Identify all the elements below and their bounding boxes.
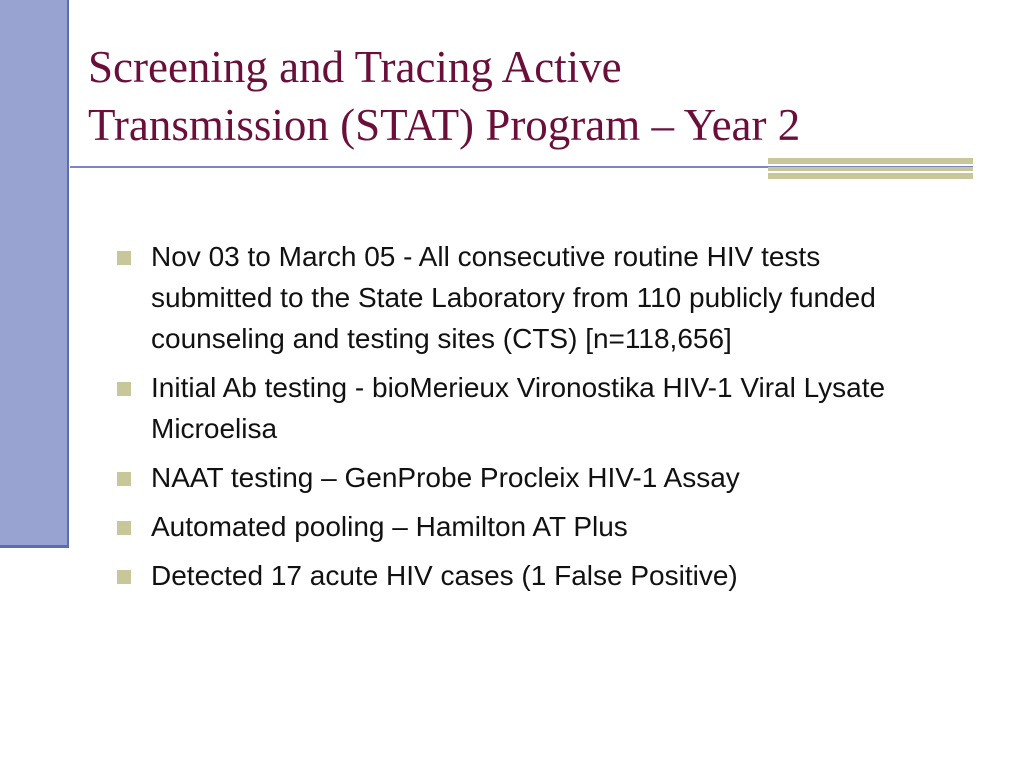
bullet-item xyxy=(117,457,947,498)
square-bullet-icon xyxy=(117,472,131,486)
slide-title-line-1: Screening and Tracing Active xyxy=(88,42,622,92)
square-bullet-icon xyxy=(117,382,131,396)
bullet-text: Automated pooling – Hamilton AT Plus xyxy=(151,511,628,542)
bullet-text: Initial Ab testing - bioMerieux Vironostika HIV-1 Viral Lysate Microelisa xyxy=(151,372,886,444)
slide-title-line-2: Transmission (STAT) Program – Year 2 xyxy=(88,100,801,150)
bullet-item xyxy=(117,236,947,359)
bullet-item xyxy=(117,506,947,547)
bullet-list xyxy=(117,236,947,604)
accent-stripe xyxy=(768,173,973,179)
square-bullet-icon xyxy=(117,570,131,584)
square-bullet-icon xyxy=(117,251,131,265)
bullet-text: Nov 03 to March 05 - All consecutive routine HIV tests submitted to the State Laboratory from 110 publicly funded counseling and testing sites (CTS) [n=118,656] xyxy=(151,241,876,354)
bullet-item xyxy=(117,367,947,449)
slide-title xyxy=(88,38,988,154)
bullet-item xyxy=(117,555,947,596)
accent-stripe xyxy=(768,158,973,164)
square-bullet-icon xyxy=(117,521,131,535)
bullet-text: Detected 17 acute HIV cases (1 False Positive) xyxy=(151,560,738,591)
accent-stripe xyxy=(768,167,973,171)
decorative-accent-stripes xyxy=(768,158,973,180)
decorative-side-bar xyxy=(0,0,67,545)
bullet-text: NAAT testing – GenProbe Procleix HIV-1 Assay xyxy=(151,462,740,493)
